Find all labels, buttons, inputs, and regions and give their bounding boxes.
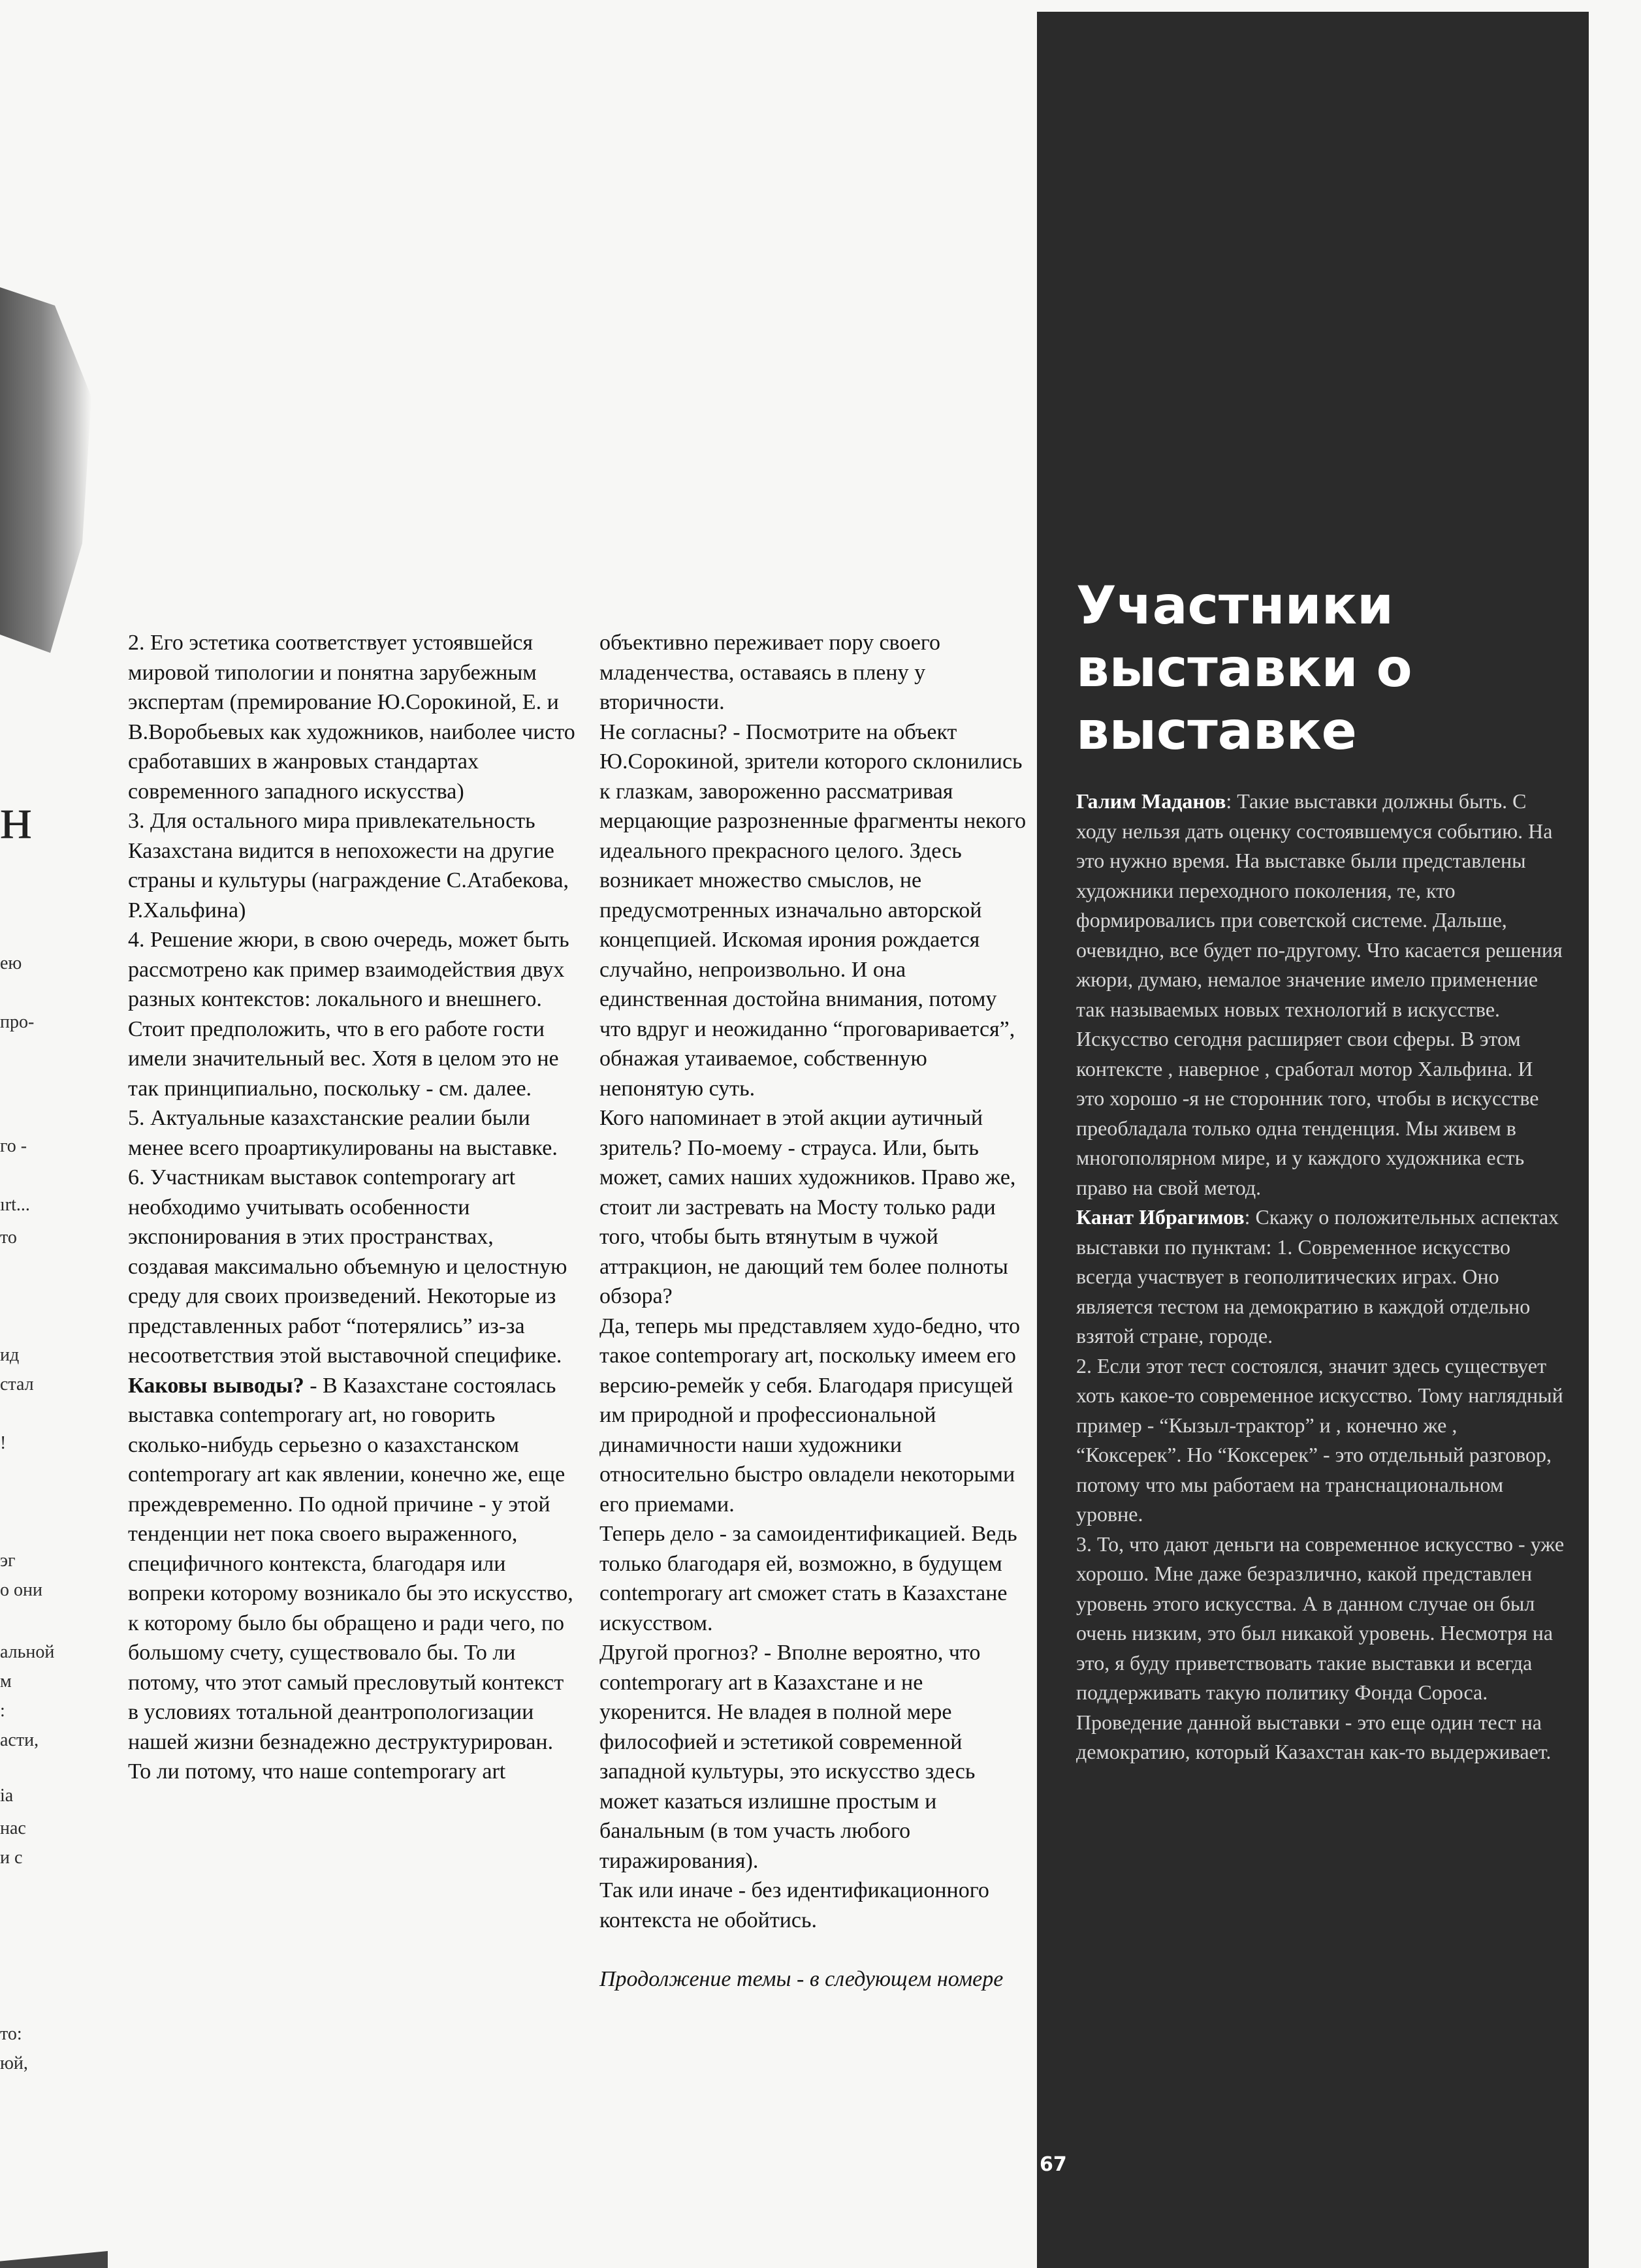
paragraph: Проведение данной выставки - это еще один тест на демократию, который Казахстан как-то выдерживает. — [1076, 1710, 1552, 1763]
margin-letter: н — [0, 785, 33, 851]
margin-fragment: альной — [0, 1642, 55, 1662]
paragraph: Так или иначе - без идентификационного контекста не обойтись. — [599, 1878, 989, 1932]
margin-fragment: м — [0, 1671, 12, 1692]
article-column-2 — [599, 628, 1030, 1994]
margin-fragment: про- — [0, 1012, 35, 1032]
margin-fragment: эг — [0, 1551, 16, 1571]
margin-fragment: стал — [0, 1374, 34, 1394]
paragraph: 2. Его эстетика соответствует устоявшейся мировой типологии и понятна зарубежным экспертам (премирование Ю.Сорокиной, Е. и В.Воробьевых как художников, наиболее чисто сработавших в жанровых стандартах современного западного искусства) — [128, 631, 575, 804]
paragraph: Теперь дело - за самоидентификацией. Ведь только благодаря ей, возможно, в будущем contemporary art сможет стать в Казахстане искусством. — [599, 1522, 1017, 1635]
margin-fragment: іа — [0, 1786, 14, 1806]
conclusions-text: - В Казахстане состоялась выставка contemporary art, но говорить сколько-нибудь серьезно о казахстанском contemporary art как явлении, конечно же, еще преждевременно. По одной причине - у этой тенденции нет пока своего выраженного, специфичного контекста, благодаря или вопреки которому возникало бы это искусство, к которому было бы обращено и ради чего, по большому счету, существовало бы. То ли потому, что этот самый пресловутый контекст в условиях тотальной деантропологизации нашей жизни безнадежно деструктурирован. То ли потому, что наше contemporary art — [128, 1373, 573, 1784]
paragraph: 5. Актуальные казахстанские реалии были менее всего проартикулированы на выставке. — [128, 1106, 558, 1160]
sidebar-text — [1076, 787, 1566, 1767]
paragraph: Кого напоминает в этой акции аутичный зритель? По-моему - страуса. Или, быть может, самих наших художников. Право же, стоит ли застревать на Мосту только ради того, чтобы быть втянутым в чужой аттракцион, не дающий тем более полноты обзора? — [599, 1106, 1016, 1308]
sidebar-title-line: выставке — [1076, 701, 1357, 761]
margin-fragment: то — [0, 1227, 17, 1248]
page-number: 67 — [1040, 2153, 1067, 2176]
margin-fragment: ею — [0, 953, 22, 973]
margin-fragment: юй, — [0, 2053, 28, 2073]
article-column-1 — [128, 628, 579, 1787]
sidebar-title-line: выставки о — [1076, 638, 1412, 699]
speaker-text: : Такие выставки должны быть. С ходу нельзя дать оценку состоявшемуся событию. На это нужно время. На выставке были представлены художники переходного поколения, те, кто формировались при советской системе. Дальше, очевидно, все будет по-другому. Что касается решения жюри, думаю, немалое значение имело применение так называемых новых технологий в искусстве. Искусство сегодня расширяет свои сферы. В этом контексте , наверное , сработал мотор Хальфина. И это хорошо -я не сторонник того, чтобы в искусстве преобладала только одна тенденция. Мы живем в многополярном мире, и у каждого художника есть право на свой метод. — [1076, 789, 1563, 1199]
margin-fragment: то: — [0, 2024, 22, 2044]
speaker-name: Галим Маданов — [1076, 789, 1226, 813]
margin-fragment: ırt... — [0, 1195, 30, 1215]
margin-fragment: ид — [0, 1345, 20, 1365]
paragraph: 3. Для остального мира привлекательность Казахстана видится в непохожести на другие страны и культуры (награждение С.Атабекова, Р.Хальфина) — [128, 809, 569, 922]
paragraph: Другой прогноз? - Вполне вероятно, что contemporary art в Казахстане и не укоренится. Не владея в полной мере философией и эстетикой современной западной культуры, это искусство здесь может казаться излишне простым и банальным (в том участь любого тиражирования). — [599, 1641, 981, 1873]
speaker-name: Канат Ибрагимов — [1076, 1205, 1245, 1229]
scan-artifact — [0, 287, 91, 653]
paragraph: 3. То, что дают деньги на современное искусство - уже хорошо. Мне даже безразлично, какой представлен уровень этого искусства. А в данном случае он был очень низким, это был никакой уровень. Несмотря на это, я буду приветствовать такие выставки и всегда поддерживать такую политику Фонда Сороса. — [1076, 1532, 1565, 1704]
paragraph: объективно переживает пору своего младенчества, оставаясь в плену у вторичности. — [599, 631, 940, 714]
paragraph — [128, 1371, 579, 1787]
margin-fragment: : — [0, 1701, 5, 1721]
margin-fragment: о они — [0, 1580, 42, 1600]
margin-fragment: и с — [0, 1848, 23, 1868]
speaker-text: : Скажу о положительных аспектах выставки по пунктам: 1. Современное искусство всегда участвует в геополитических играх. Оно является тестом на демократию в каждой отдельно взятой стране, городе. — [1076, 1205, 1559, 1347]
margin-fragment: нас — [0, 1818, 26, 1838]
paragraph: 6. Участникам выставок contemporary art необходимо учитывать особенности экспонирования в этих пространствах, создавая максимально объемную и целостную среду для своих произведений. Некоторые из представленных работ “потерялись” из-за несоответствия этой выставочной специфике. — [128, 1165, 567, 1368]
paragraph: Не согласны? - Посмотрите на объект Ю.Сорокиной, зрители которого склонились к глазкам, завороженно рассматривая мерцающие разрозненные фрагменты некого идеального прекрасного целого. Здесь возникает множество смыслов, не предусмотренных изначально авторской концепцией. Искомая ирония рождается случайно, непроизвольно. И она единственная достойна внимания, потому что вдруг и неожиданно “проговаривается”, обнажая утаиваемое, собственную непонятую суть. — [599, 719, 1027, 1101]
sidebar-title — [1076, 575, 1572, 763]
paragraph — [1076, 1203, 1566, 1351]
scan-artifact-bottom — [0, 2251, 108, 2268]
paragraph: 4. Решение жюри, в свою очередь, может быть рассмотрено как пример взаимодействия двух разных контекстов: локального и внешнего. — [128, 928, 569, 1011]
margin-fragment: го - — [0, 1136, 27, 1156]
paragraph: Стоит предположить, что в его работе гости имели значительный вес. Хотя в целом это не так принципиально, поскольку - см. далее. — [128, 1016, 559, 1101]
conclusions-heading: Каковы выводы? — [128, 1373, 304, 1398]
paragraph: 2. Если этот тест состоялся, значит здесь существует хоть какое-то современное искусство. Тому наглядный пример - “Кызыл-трактор” и , конечно же , “Коксерек”. Но “Коксерек” - это отдельный разговор, потому что мы работаем на транснациональном уровне. — [1076, 1353, 1563, 1526]
continuation-note: Продолжение темы - в следующем номере — [599, 1967, 1004, 1991]
paragraph: Да, теперь мы представляем худо-бедно, что такое contemporary art, поскольку имеем его версию-ремейк у себя. Благодаря присущей им природной и профессиональной динамичности наши художники относительно быстро овладели некоторыми его приемами. — [599, 1314, 1020, 1517]
paragraph — [1076, 787, 1566, 1203]
sidebar-title-line: Участники — [1076, 575, 1394, 636]
margin-fragment: ! — [0, 1433, 7, 1453]
margin-fragment: асти, — [0, 1730, 39, 1750]
